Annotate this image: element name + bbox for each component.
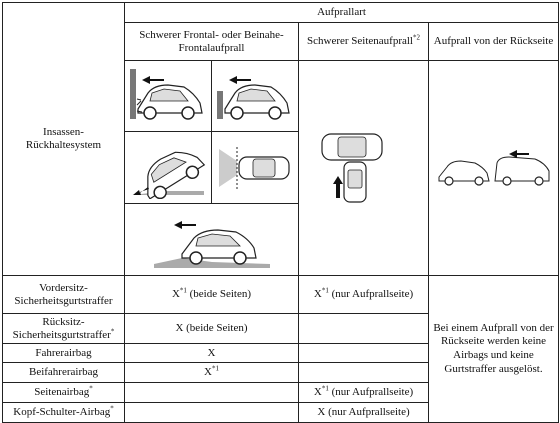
side-impact-header (299, 23, 429, 61)
system-header-cell (3, 3, 125, 276)
row-label: Fahrerairbag (3, 344, 125, 363)
row-label: Rücksitz-Sicherheitsgurtstraffer* (3, 314, 125, 344)
rear-impact-note: Bei einem Aufprall von der Rückseite werden keine Airbags und keine Gurtstraffer ausgelöst. (429, 276, 559, 423)
frontal-value: $X^{*1}$ (125, 363, 299, 383)
frontal-value (125, 383, 299, 403)
system-header-label: Insassen- Rückhaltesystem (25, 126, 102, 151)
side-illustration-cell (299, 61, 429, 276)
frontal-offroad-crash-illustration (125, 204, 298, 275)
frontal-value: X (beide Seiten) (125, 314, 299, 344)
side-impact-sup: *2 (412, 33, 420, 42)
side-value (299, 363, 429, 383)
frontal-illustrations (125, 61, 299, 276)
side-value: $X^{*1}$ (nur Aufprallseite) (299, 276, 429, 314)
rear-illustration-cell (429, 61, 559, 276)
frontal-value: $X^{*1}$ (beide Seiten) (125, 276, 299, 314)
frontal-value: X (125, 344, 299, 363)
frontal-full-crash-illustration (125, 61, 212, 131)
rear-impact-header: Aufprall von der Rückseite (429, 23, 559, 61)
frontal-value (125, 403, 299, 423)
row-label: Seitenairbag* (3, 383, 125, 403)
frontal-top-view-illustration (212, 132, 298, 202)
row-label: Vordersitz-Sicherheitsgurtstraffer (3, 276, 125, 314)
frontal-incline-crash-illustration (125, 132, 212, 202)
restraint-system-table (2, 2, 559, 423)
side-value (299, 314, 429, 344)
side-impact-illustration (299, 61, 428, 275)
frontal-offset-crash-illustration (212, 61, 298, 131)
side-value: $X^{*1}$ (nur Aufprallseite) (299, 383, 429, 403)
frontal-impact-header: Schwerer Frontal- oder Beinahe-Frontalaufprall (125, 23, 299, 61)
side-value: X (nur Aufprallseite) (299, 403, 429, 423)
rear-impact-illustration (429, 61, 558, 275)
side-value (299, 344, 429, 363)
impact-type-header: Aufprallart (125, 3, 559, 23)
table-row (3, 276, 559, 314)
side-impact-label: Schwerer Seitenaufprall (307, 35, 413, 48)
row-label: Kopf-Schulter-Airbag* (3, 403, 125, 423)
row-label: Beifahrerairbag (3, 363, 125, 383)
